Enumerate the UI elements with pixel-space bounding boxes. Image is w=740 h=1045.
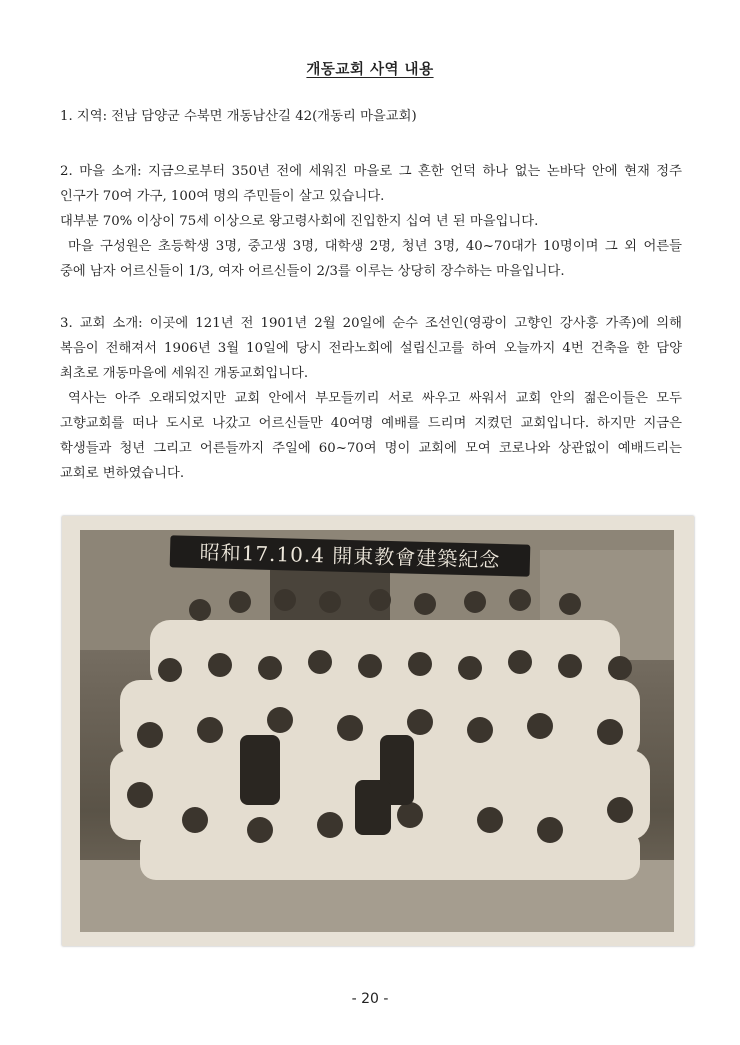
paragraph-line: 복음이 전해져서 1906년 3월 10일에 당시 전라노회에 설립신고를 하여 오늘까지 4번 건축을 한 담양 [60,341,682,356]
photo-illustration [80,530,674,932]
photo-banner: 昭和17.10.4 開東教會建築紀念 [170,535,531,576]
section-location [60,104,682,129]
section-village-intro [60,159,682,284]
paragraph-line: 마을 구성원은 초등학생 3명, 중고생 3명, 대학생 2명, 청년 3명, 40~70대가 10명이며 그 외 어른들 [68,239,682,254]
paragraph-line: 3. 교회 소개: 이곳에 121년 전 1901년 2월 20일에 순수 조선인(영광이 고향인 강사흥 가족)에 의해 [60,316,682,331]
paragraph-line: 최초로 개동마을에 세워진 개동교회입니다. [60,366,309,381]
paragraph-line: 인구가 70여 가구, 100여 명의 주민들이 살고 있습니다. [60,189,385,204]
paragraph-line: 중에 남자 어르신들이 1/3, 여자 어르신들이 2/3를 이루는 상당히 장수하는 마을입니다. [60,264,565,279]
paragraph-line: 대부분 70% 이상이 75세 이상으로 왕고령사회에 진입한지 십여 년 된 마을입니다. [60,214,539,229]
paragraph-line: 역사는 아주 오래되었지만 교회 안에서 부모들끼리 서로 싸우고 싸워서 교회 안의 젊은이들은 모두 [68,391,682,406]
paragraph-line: 교회로 변하였습니다. [60,466,185,481]
historic-group-photo [80,530,674,932]
location-line: 1. 지역: 전남 담양군 수북면 개동남산길 42(개동리 마을교회) [60,109,417,124]
paragraph-line: 고향교회를 떠나 도시로 나갔고 어르신들만 40여명 예배를 드리며 지켰던 교회입니다. 하지만 지금은 [60,416,682,431]
page-title: 개동교회 사역 내용 [306,61,434,78]
section-church-intro [60,311,682,486]
page-number: - 20 - [351,991,389,1007]
paragraph-line: 2. 마을 소개: 지금으로부터 350년 전에 세워진 마을로 그 흔한 언덕 하나 없는 논바닥 안에 현재 정주 [60,164,682,179]
paragraph-line: 학생들과 청년 그리고 어른들까지 주일에 60~70여 명이 교회에 모여 코로나와 상관없이 예배드리는 [60,441,682,456]
historic-photo-frame [62,516,694,946]
